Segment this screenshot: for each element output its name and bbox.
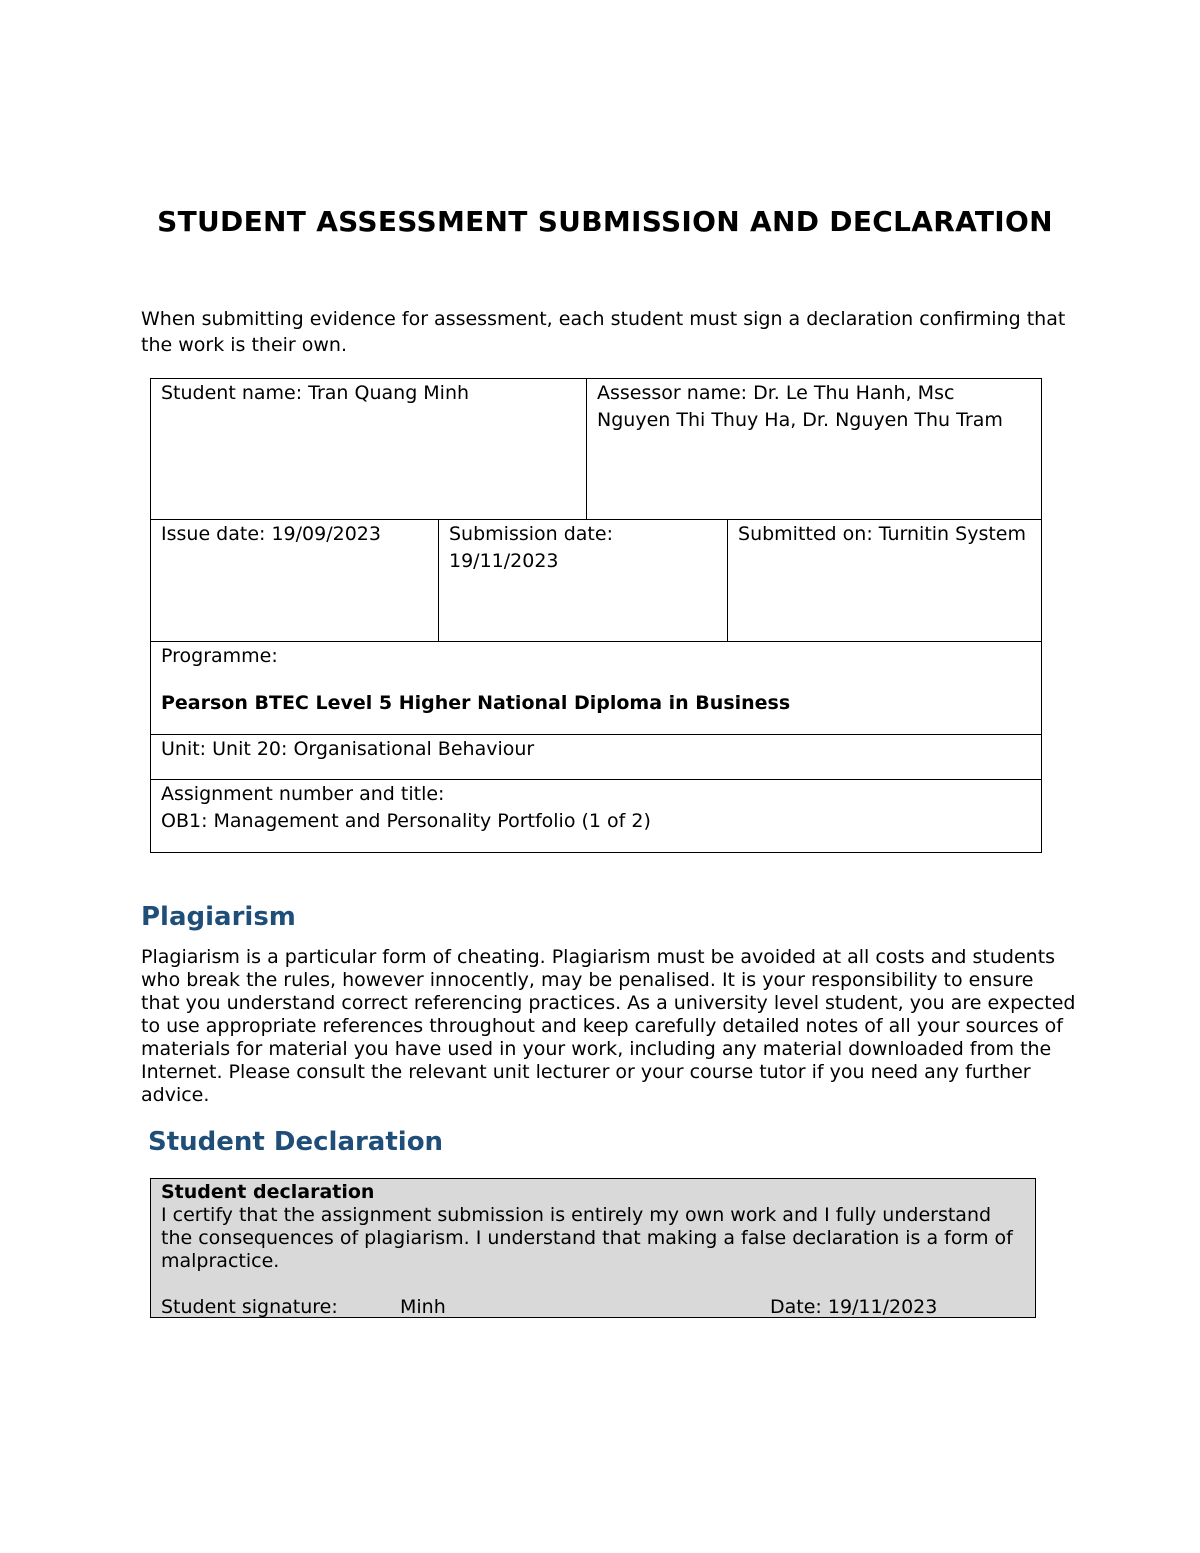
student-declaration-heading: Student Declaration	[148, 1127, 444, 1157]
programme-label: Programme:	[161, 645, 278, 667]
assignment-label: Assignment number and title:	[161, 783, 445, 805]
intro-paragraph: When submitting evidence for assessment, each student must sign a declaration confirming that the work is their own.	[141, 308, 1066, 356]
page-title: STUDENT ASSESSMENT SUBMISSION AND DECLARATION	[157, 205, 1053, 238]
unit-cell: Unit: Unit 20: Organisational Behaviour	[151, 735, 1042, 780]
plagiarism-paragraph: Plagiarism is a particular form of cheating. Plagiarism must be avoided at all costs and students who break the rules, however innocently, may be penalised. It is your responsibility to ensure that you understand correct referencing practices. As a university level student, you are expected to use appropriate references throughout and keep carefully detailed notes of all your sources of materials for material you have used in your work, including any material downloaded from the Internet. Please consult the relevant unit lecturer or your course tutor if you need any further advice.	[141, 946, 1076, 1106]
declaration-date: Date: 19/11/2023	[770, 1296, 938, 1318]
issue-date-cell: Issue date: 19/09/2023	[151, 520, 439, 642]
programme-value: Pearson BTEC Level 5 Higher National Diploma in Business	[161, 692, 791, 714]
submission-info-table	[150, 378, 1042, 853]
submitted-on-cell: Submitted on: Turnitin System	[728, 520, 1042, 642]
declaration-box-title: Student declaration	[161, 1181, 375, 1203]
plagiarism-heading: Plagiarism	[141, 902, 296, 932]
assignment-value: OB1: Management and Personality Portfolio (1 of 2)	[161, 810, 651, 832]
submission-date-cell: Submission date: 19/11/2023	[439, 520, 728, 642]
signature-row	[161, 1296, 1025, 1319]
declaration-box	[150, 1178, 1036, 1318]
signature-value: Minh	[400, 1296, 446, 1318]
assignment-cell	[151, 780, 1042, 853]
student-name-cell: Student name: Tran Quang Minh	[151, 379, 587, 520]
assessor-name-cell: Assessor name: Dr. Le Thu Hanh, Msc Nguyen Thi Thuy Ha, Dr. Nguyen Thu Tram	[587, 379, 1042, 520]
declaration-text: I certify that the assignment submission is entirely my own work and I fully understand the consequences of plagiarism. I understand that making a false declaration is a form of malpractice.	[161, 1204, 1013, 1272]
signature-label: Student signature:	[161, 1296, 338, 1318]
programme-cell	[151, 642, 1042, 735]
